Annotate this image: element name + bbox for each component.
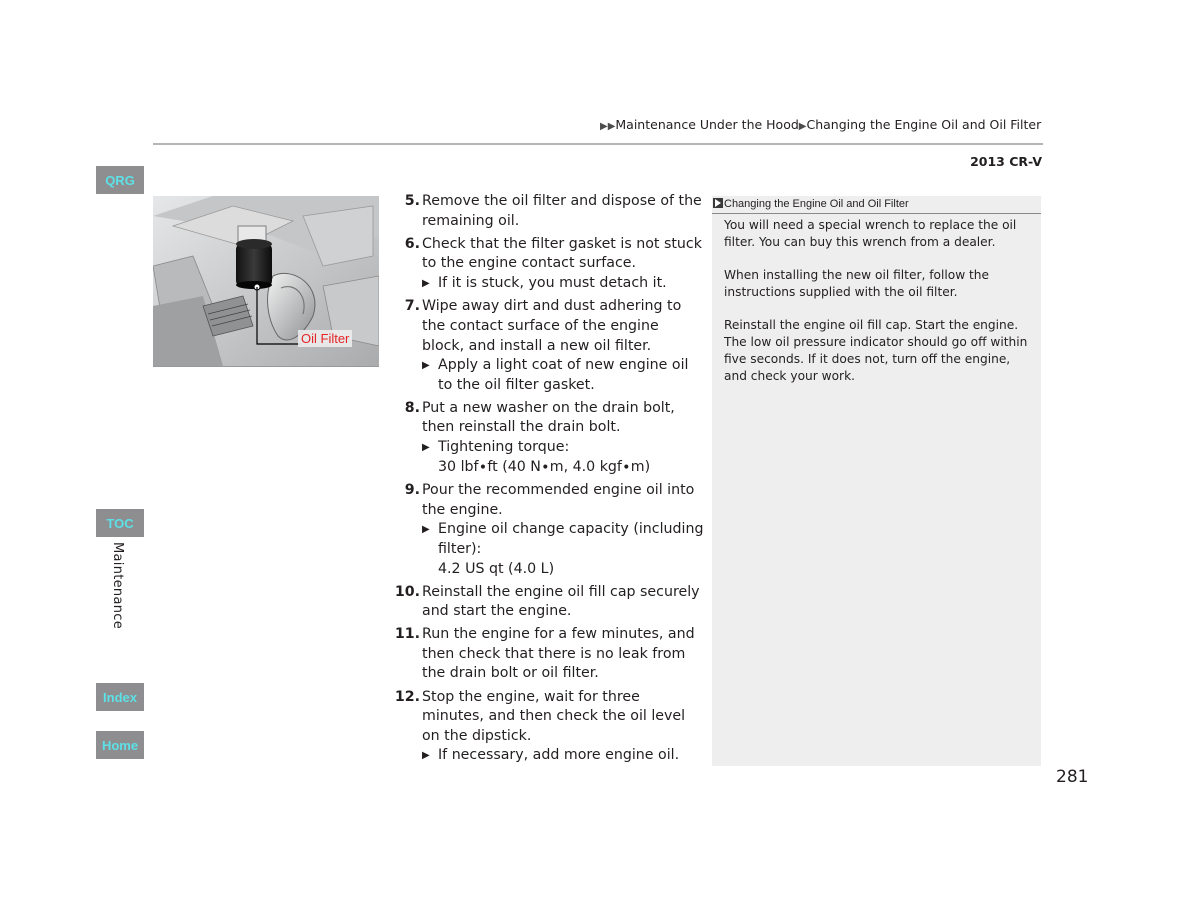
- step-body: [421, 625, 704, 684]
- step-subnote: [422, 274, 704, 294]
- step-body: [421, 481, 704, 579]
- step-item: [392, 625, 704, 684]
- step-body: [421, 399, 704, 478]
- step-body: [421, 235, 704, 294]
- subnote-value: 30 lbf∙ft (40 N∙m, 4.0 kgf∙m): [438, 459, 651, 476]
- triangle-bullet-icon: [422, 356, 438, 395]
- reference-arrow-icon: [713, 198, 723, 208]
- triangle-bullet-icon: [422, 274, 438, 294]
- step-body: [421, 583, 704, 622]
- step-item: [392, 688, 704, 767]
- section-label: Maintenance: [110, 542, 125, 630]
- step-number: 8.: [404, 399, 420, 416]
- home-button[interactable]: Home: [96, 731, 144, 759]
- triangle-bullet-icon: [422, 438, 438, 458]
- step-body: [421, 297, 704, 395]
- step-subnote: [422, 356, 704, 395]
- step-text: Wipe away dirt and dust adhering to the contact surface of the engine block, and install a new oil filter.: [422, 298, 682, 354]
- step-number: 5.: [404, 193, 420, 209]
- breadcrumb-current: Changing the Engine Oil and Oil Filter: [806, 117, 1042, 132]
- step-item: [392, 235, 704, 294]
- step-subnote: [422, 520, 704, 559]
- step-item: [392, 583, 704, 622]
- subnote-value: 4.2 US qt (4.0 L): [438, 560, 555, 577]
- note-paragraph: You will need a special wrench to replace the oil filter. You can buy this wrench from a dealer.: [724, 218, 1017, 249]
- subnote-text: Apply a light coat of new engine oil to the oil filter gasket.: [438, 357, 689, 393]
- step-text: Stop the engine, wait for three minutes, and then check the oil level on the dipstick.: [422, 688, 686, 744]
- step-number: 10.: [394, 583, 420, 600]
- step-subnote: [422, 746, 704, 766]
- page-number: 281: [1056, 767, 1089, 787]
- step-text: Run the engine for a few minutes, and then check that there is no leak from the drain bolt or oil filter.: [422, 626, 695, 682]
- subnote-text: Engine oil change capacity (including filter):: [438, 521, 704, 557]
- step-number: 6.: [404, 235, 420, 252]
- step-item: [392, 481, 704, 579]
- step-number: 12.: [394, 688, 420, 705]
- step-body: [421, 688, 704, 767]
- step-number: 7.: [404, 298, 420, 315]
- subnote-text: If it is stuck, you must detach it.: [438, 274, 667, 291]
- procedure-steps: [392, 192, 704, 770]
- step-number: 9.: [404, 482, 420, 499]
- step-text: Put a new washer on the drain bolt, then reinstall the drain bolt.: [422, 399, 675, 436]
- subnote-text: Tightening torque:: [438, 439, 570, 456]
- step-item: [392, 297, 704, 395]
- index-button[interactable]: Index: [96, 683, 144, 711]
- model-label: 2013 CR-V: [970, 154, 1042, 169]
- step-number: 11.: [394, 626, 420, 643]
- breadcrumb-arrows-icon: ▶▶: [600, 121, 616, 132]
- step-subnote: [422, 438, 704, 458]
- qrg-button[interactable]: QRG: [96, 166, 144, 194]
- step-item: [392, 192, 704, 231]
- triangle-bullet-icon: [422, 520, 438, 559]
- step-body: [421, 192, 704, 231]
- oil-filter-callout: Oil Filter: [298, 330, 352, 347]
- toc-button[interactable]: TOC: [96, 509, 144, 537]
- note-paragraph: When installing the new oil filter, follow the instructions supplied with the oil filter.: [724, 268, 990, 299]
- step-text: Check that the filter gasket is not stuck to the engine contact surface.: [422, 235, 702, 272]
- step-item: [392, 399, 704, 478]
- note-header: [712, 196, 1041, 214]
- note-body: [724, 217, 1034, 401]
- note-title[interactable]: Changing the Engine Oil and Oil Filter: [724, 198, 909, 210]
- triangle-bullet-icon: [422, 746, 438, 766]
- breadcrumb-separator-icon: ▶: [798, 121, 807, 132]
- breadcrumb-link-maintenance[interactable]: Maintenance Under the Hood: [615, 117, 799, 132]
- note-paragraph: Reinstall the engine oil fill cap. Start the engine. The low oil pressure indicator should go off within five seconds. If it does not, turn off the engine, and check your work.: [724, 318, 1028, 383]
- subnote-text: If necessary, add more engine oil.: [438, 747, 680, 764]
- step-text: Reinstall the engine oil fill cap securely and start the engine.: [422, 583, 700, 620]
- breadcrumb: [600, 117, 1045, 132]
- step-text: Pour the recommended engine oil into the engine.: [422, 482, 695, 518]
- oil-filter-illustration: [153, 196, 379, 367]
- header-rule: [153, 143, 1043, 145]
- side-note-panel: [712, 196, 1041, 766]
- step-text: Remove the oil filter and dispose of the remaining oil.: [422, 193, 702, 229]
